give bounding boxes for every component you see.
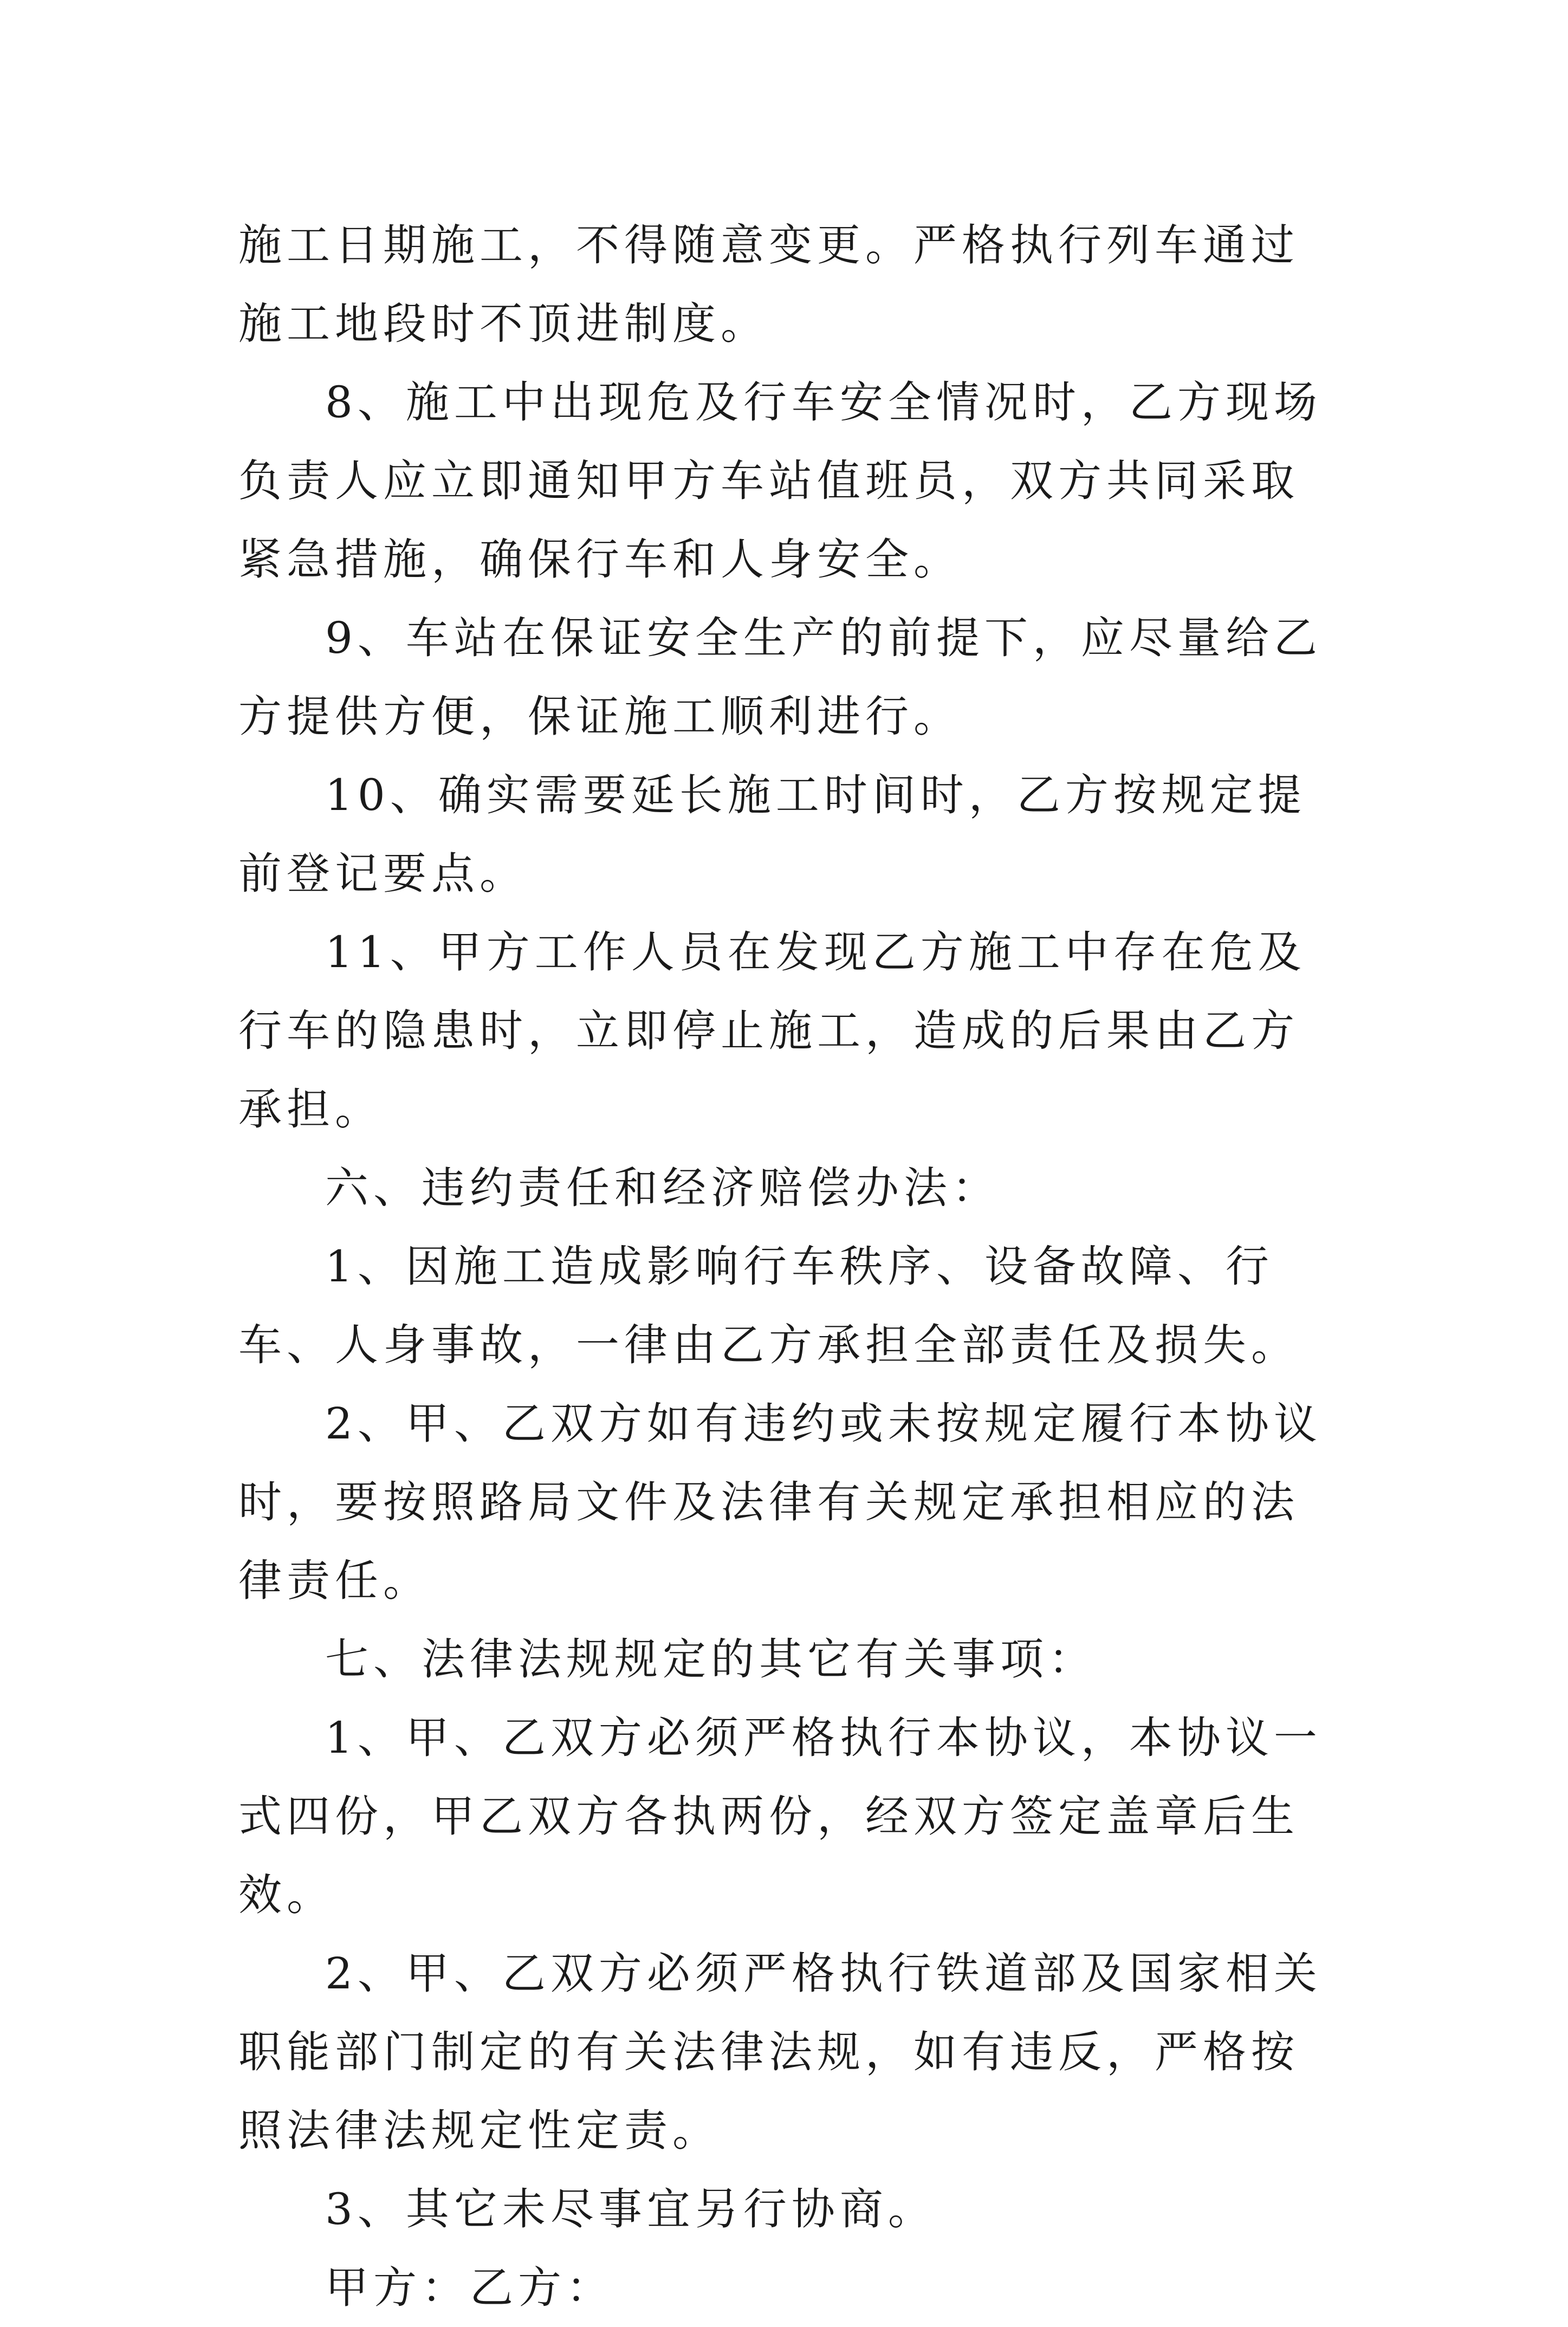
paragraph-item-8: 8、施工中出现危及行车安全情况时，乙方现场负责人应立即通知甲方车站值班员，双方共同采取紧急措施，确保行车和人身安全。 bbox=[238, 377, 1322, 585]
section-heading-legal: 七、法律法规规定的其它有关事项： bbox=[325, 1634, 1097, 1684]
document-body bbox=[238, 206, 1338, 2327]
paragraph-item-9: 9、车站在保证安全生产的前提下，应尽量给乙方提供方便，保证施工顺利进行。 bbox=[238, 613, 1322, 742]
signature-line: 甲方：乙方： bbox=[325, 2263, 614, 2313]
paragraph-liability-2: 2、甲、乙双方如有违约或未按规定履行本协议时，要按照路局文件及法律有关规定承担相应的法律责任。 bbox=[238, 1398, 1322, 1606]
paragraph-liability-1: 1、因施工造成影响行车秩序、设备故障、行车、人身事故，一律由乙方承担全部责任及损失。 bbox=[238, 1241, 1299, 1370]
paragraph-legal-1: 1、甲、乙双方必须严格执行本协议，本协议一式四份，甲乙双方各执两份，经双方签定盖章后生效。 bbox=[238, 1713, 1322, 1920]
paragraph-item-10: 10、确实需要延长施工时间时，乙方按规定提前登记要点。 bbox=[238, 770, 1306, 899]
paragraph-legal-2: 2、甲、乙双方必须严格执行铁道部及国家相关职能部门制定的有关法律法规，如有违反，严格按照法律法规定性定责。 bbox=[238, 1948, 1322, 2156]
paragraph-item-11: 11、甲方工作人员在发现乙方施工中存在危及行车的隐患时，立即停止施工，造成的后果由乙方承担。 bbox=[238, 927, 1306, 1135]
paragraph-construction-date: 施工日期施工，不得随意变更。严格执行列车通过施工地段时不顶进制度。 bbox=[238, 220, 1299, 349]
section-heading-liability: 六、违约责任和经济赔偿办法： bbox=[325, 1163, 1000, 1213]
paragraph-legal-3: 3、其它未尽事宜另行协商。 bbox=[325, 2184, 936, 2234]
